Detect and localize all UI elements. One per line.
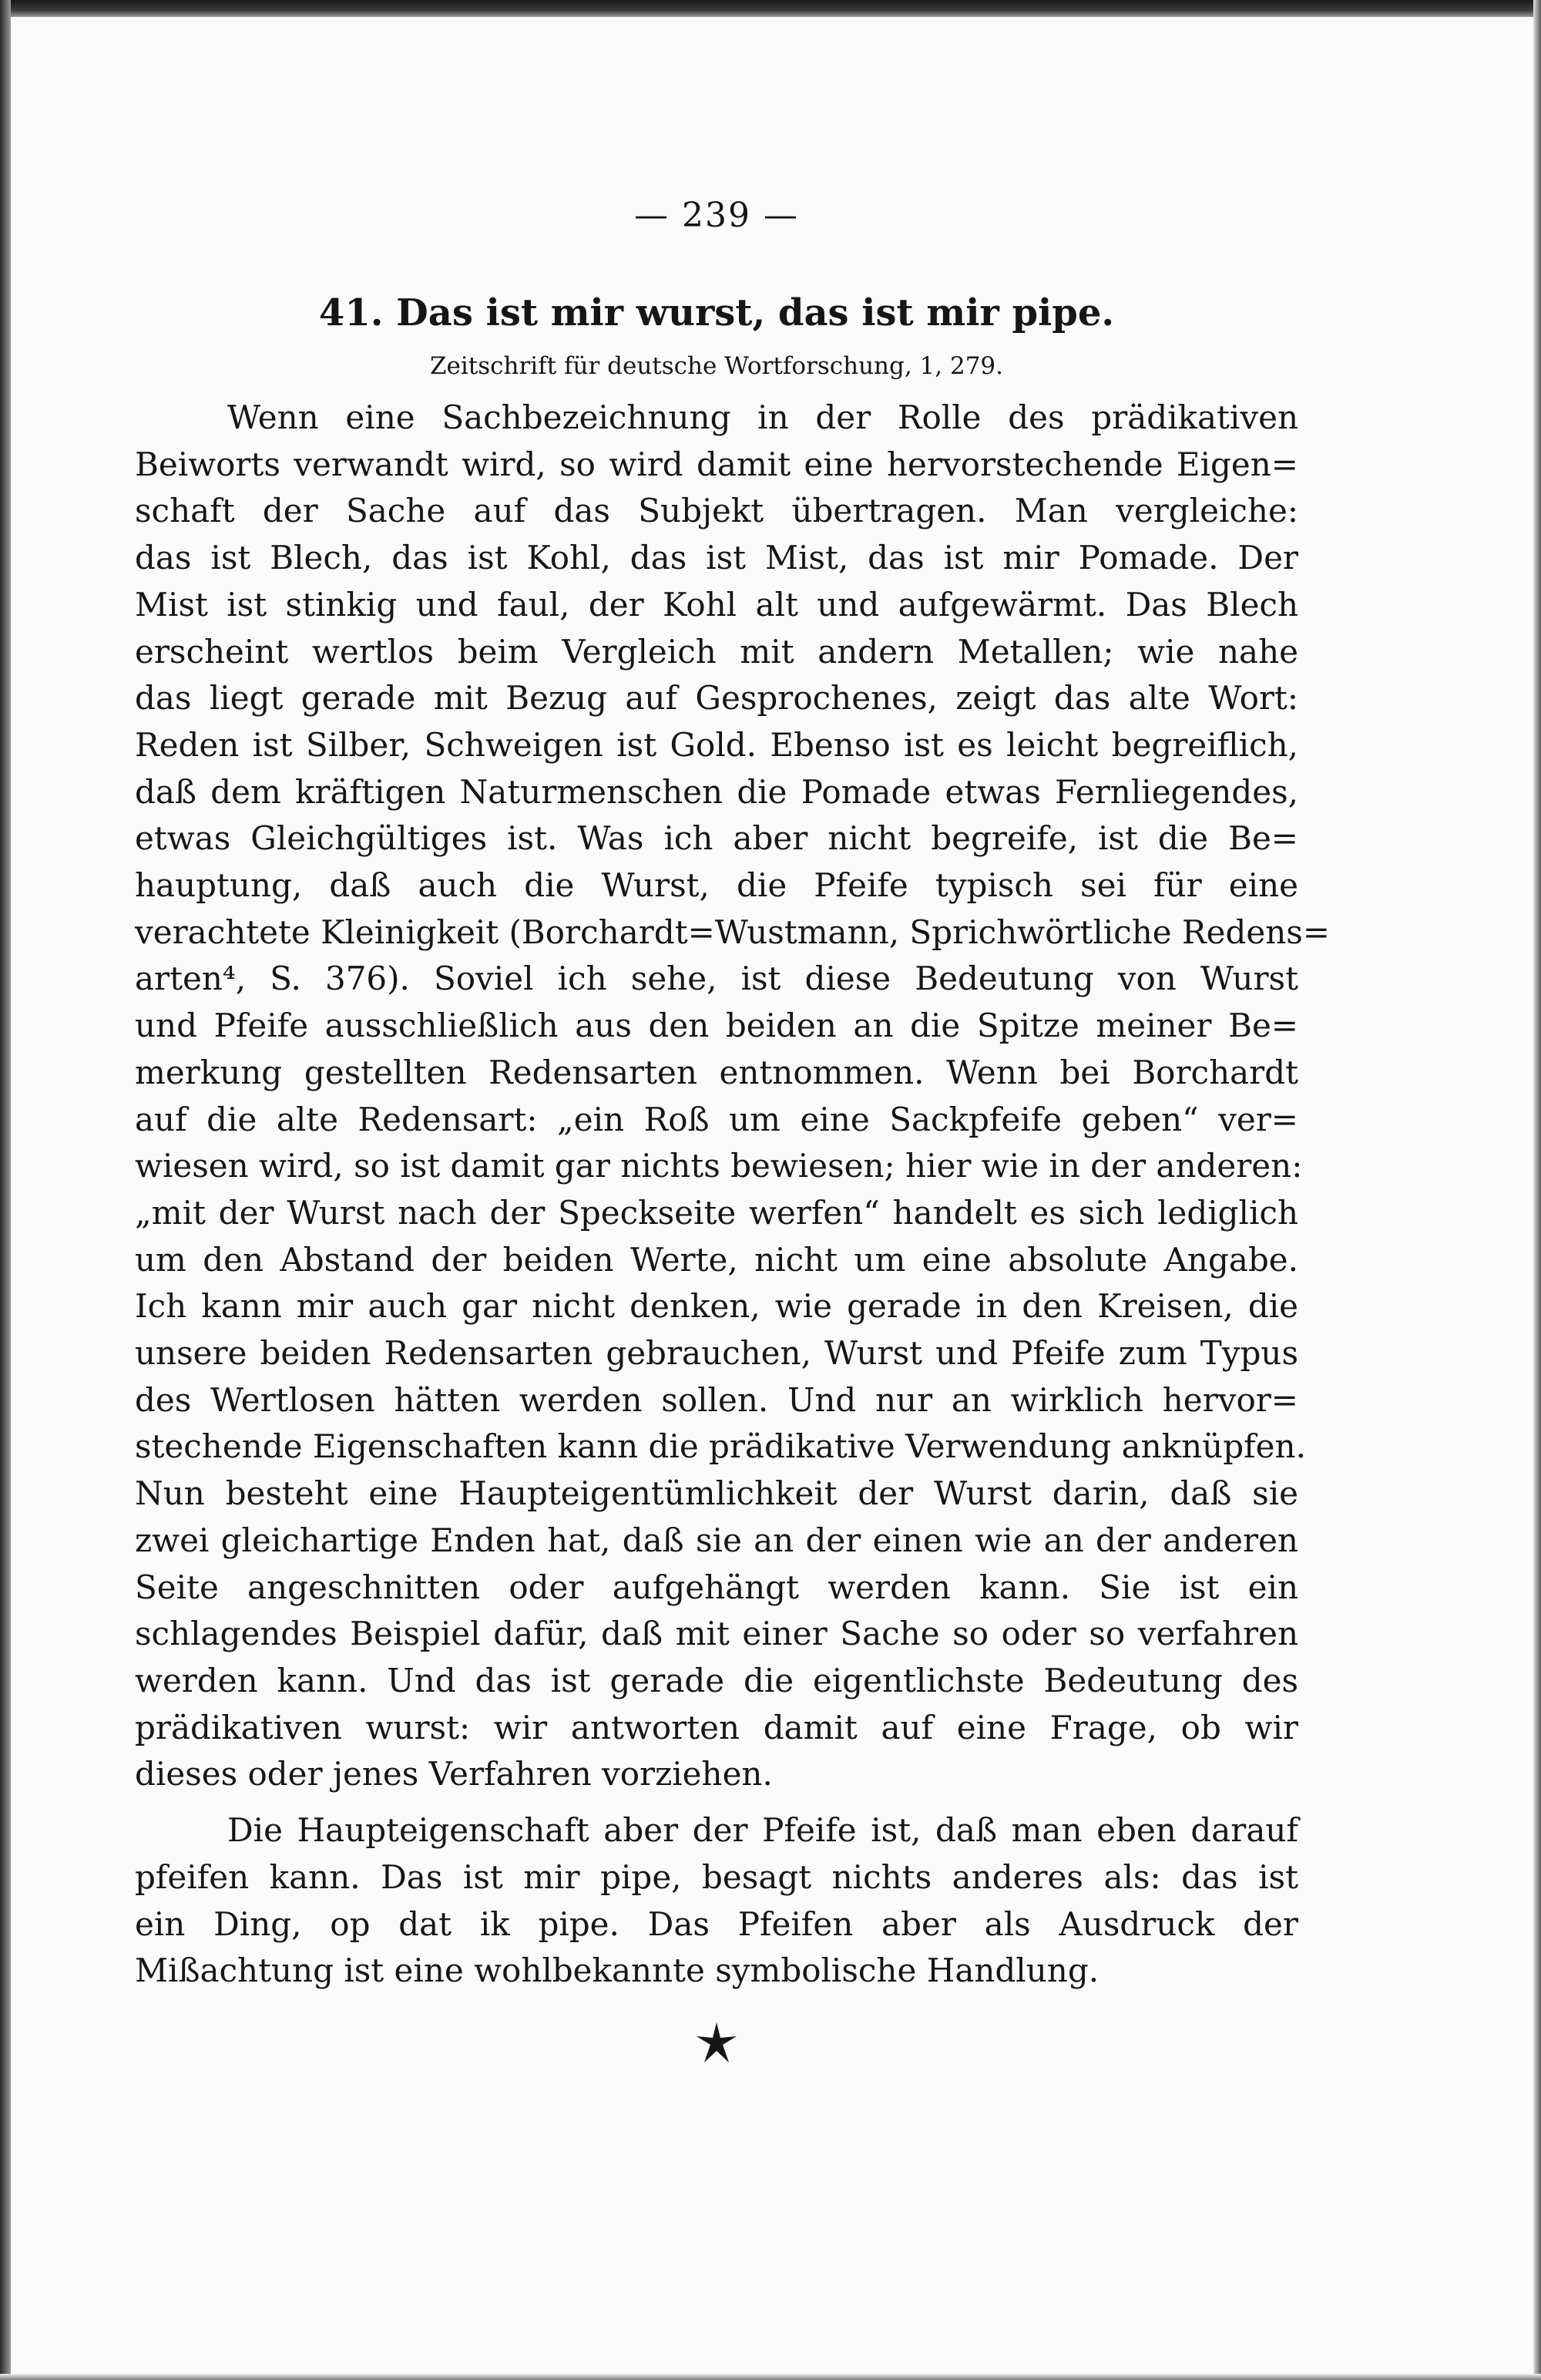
text-line: prädikativen wurst: wir antworten damit auf eine Frage, ob wir: [135, 1708, 1298, 1746]
section-heading: 41. Das ist mir wurst, das ist mir pipe.: [318, 291, 1115, 334]
text-line: Mißachtung ist eine wohlbekannte symbolische Handlung.: [135, 1951, 1100, 1990]
text-line: um den Abstand der beiden Werte, nicht um eine absolute Angabe.: [135, 1240, 1298, 1279]
text-line: schaft der Sache auf das Subjekt übertragen. Man vergleiche:: [135, 492, 1298, 530]
text-line: wiesen wird, so ist damit gar nichts bewiesen; hier wie in der anderen:: [135, 1147, 1303, 1185]
text-line: etwas Gleichgültiges ist. Was ich aber nicht begreife, ist die Be=: [135, 819, 1298, 858]
text-line: das liegt gerade mit Bezug auf Gesprochenes, zeigt das alte Wort:: [135, 679, 1298, 718]
scan-edge-top: [0, 0, 1541, 17]
text-line: ein Ding, op dat ik pipe. Das Pfeifen aber als Ausdruck der: [135, 1904, 1298, 1943]
text-line: Nun besteht eine Haupteigentümlichkeit der Wurst darin, daß sie: [135, 1474, 1298, 1513]
text-line: erscheint wertlos beim Vergleich mit andern Metallen; wie nahe: [135, 632, 1298, 671]
text-line: zwei gleichartige Enden hat, daß sie an der einen wie an der anderen: [135, 1521, 1298, 1559]
text-line: daß dem kräftigen Naturmenschen die Pomade etwas Fernliegendes,: [135, 772, 1298, 811]
text-line: merkung gestellten Redensarten entnommen. Wenn bei Borchardt: [135, 1053, 1298, 1091]
text-line: hauptung, daß auch die Wurst, die Pfeife typisch sei für eine: [135, 866, 1298, 905]
text-line: stechende Eigenschaften kann die prädikative Verwendung anknüpfen.: [135, 1427, 1306, 1466]
scan-edge-bottom: [0, 2374, 1541, 2380]
text-line: unsere beiden Redensarten gebrauchen, Wurst und Pfeife zum Typus: [135, 1334, 1298, 1373]
text-line: verachtete Kleinigkeit (Borchardt=Wustmann, Sprichwörtliche Redens=: [135, 913, 1330, 951]
text-line: Beiworts verwandt wird, so wird damit eine hervorstechende Eigen=: [135, 445, 1298, 483]
text-line: pfeifen kann. Das ist mir pipe, besagt nichts anderes als: das ist: [135, 1857, 1298, 1896]
text-line: Reden ist Silber, Schweigen ist Gold. Ebenso ist es leicht begreiflich,: [135, 725, 1298, 764]
text-line: werden kann. Und das ist gerade die eigentlichste Bedeutung des: [135, 1661, 1298, 1699]
text-block: [135, 193, 1330, 1995]
text-line: Wenn eine Sachbezeichnung in der Rolle des prädikativen: [227, 398, 1298, 436]
end-star-ornament: [693, 2019, 740, 2066]
text-line: „mit der Wurst nach der Speckseite werfen“ handelt es sich lediglich: [135, 1193, 1298, 1232]
source-citation: Zeitschrift für deutsche Wortforschung, 1, 279.: [430, 352, 1003, 380]
text-line: Seite angeschnitten oder aufgehängt werden kann. Sie ist ein: [135, 1568, 1298, 1606]
text-line: schlagendes Beispiel dafür, daß mit einer Sache so oder so verfahren: [135, 1615, 1298, 1653]
page-number: — 239 —: [634, 196, 799, 235]
paragraph-2: [135, 1807, 1298, 1995]
text-line: dieses oder jenes Verfahren vorziehen.: [135, 1755, 773, 1793]
text-line: das ist Blech, das ist Kohl, das ist Mist, das ist mir Pomade. Der: [135, 539, 1298, 577]
text-line: und Pfeife ausschließlich aus den beiden an die Spitze meiner Be=: [135, 1007, 1298, 1045]
text-line: des Wertlosen hätten werden sollen. Und nur an wirklich hervor=: [135, 1380, 1298, 1419]
text-line: Mist ist stinkig und faul, der Kohl alt und aufgewärmt. Das Blech: [135, 585, 1298, 624]
scan-edge-left: [0, 0, 11, 2380]
text-line: auf die alte Redensart: „ein Roß um eine Sackpfeife geben“ ver=: [135, 1100, 1298, 1138]
text-line: Ich kann mir auch gar nicht denken, wie gerade in den Kreisen, die: [135, 1287, 1298, 1326]
paragraph-1: [135, 395, 1330, 1798]
text-line: Die Haupteigenschaft aber der Pfeife ist, daß man eben darauf: [227, 1811, 1298, 1850]
text-line: arten⁴, S. 376). Soviel ich sehe, ist diese Bedeutung von Wurst: [135, 960, 1298, 998]
scan-edge-right: [1533, 0, 1541, 2380]
